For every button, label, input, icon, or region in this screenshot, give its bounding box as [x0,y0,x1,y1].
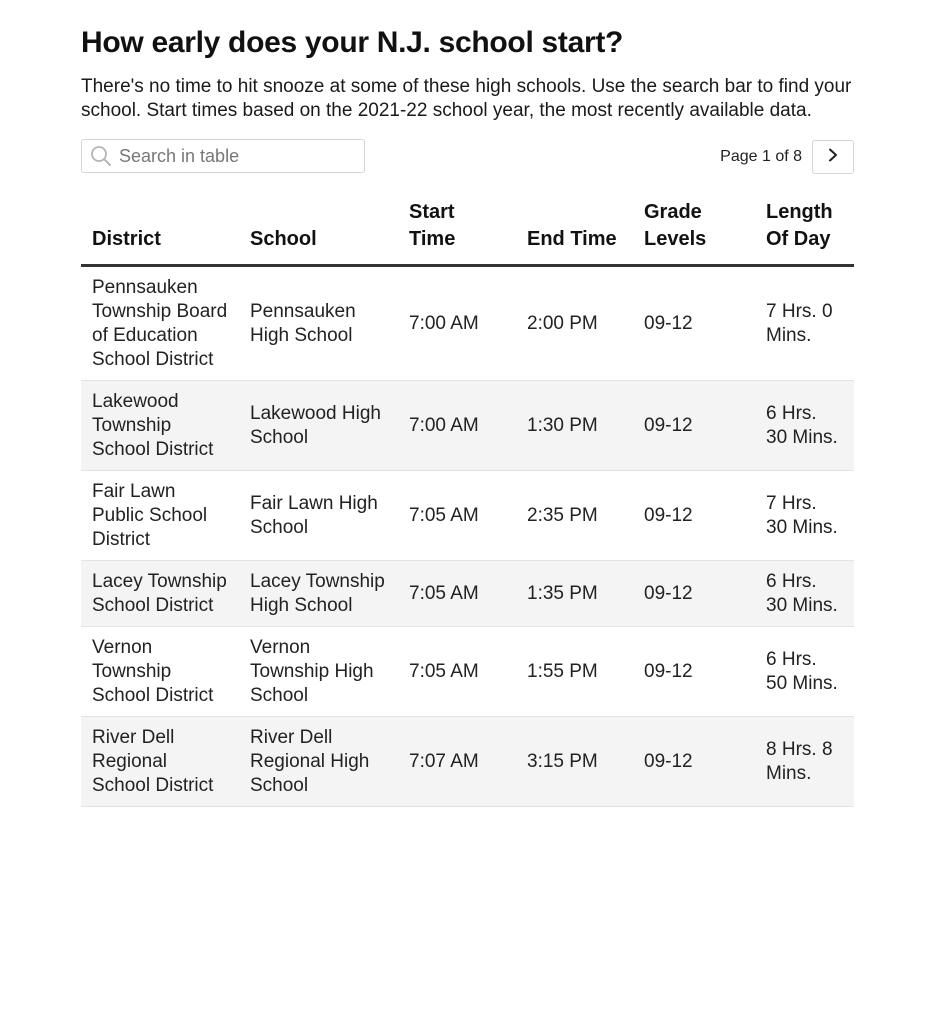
cell-start-time: 7:05 AM [398,561,516,627]
cell-length-of-day: 8 Hrs. 8 Mins. [755,717,854,807]
table-header-row [81,199,854,266]
cell-end-time: 2:35 PM [516,471,633,561]
cell-grade-levels: 09-12 [633,561,755,627]
search-input[interactable] [119,146,349,167]
column-header-grade-levels[interactable]: Grade Levels [633,199,755,266]
cell-length-of-day: 6 Hrs. 30 Mins. [755,381,854,471]
column-header-length-of-day[interactable]: Length Of Day [755,199,854,266]
chevron-right-icon [826,148,840,167]
cell-school: River Dell Regional High School [239,717,398,807]
cell-end-time: 1:55 PM [516,627,633,717]
cell-grade-levels: 09-12 [633,627,755,717]
cell-district: River Dell Regional School District [81,717,239,807]
cell-end-time: 2:00 PM [516,266,633,381]
table-row [81,381,854,471]
cell-end-time: 1:35 PM [516,561,633,627]
next-page-button[interactable] [812,140,854,174]
cell-length-of-day: 7 Hrs. 0 Mins. [755,266,854,381]
cell-grade-levels: 09-12 [633,381,755,471]
cell-school: Vernon Township High School [239,627,398,717]
cell-school: Fair Lawn High School [239,471,398,561]
cell-district: Lakewood Township School District [81,381,239,471]
table-row [81,471,854,561]
column-header-end-time[interactable]: End Time [516,199,633,266]
cell-school: Pennsauken High School [239,266,398,381]
school-start-times-table [81,199,854,807]
pagination [720,139,854,175]
cell-start-time: 7:05 AM [398,627,516,717]
cell-length-of-day: 6 Hrs. 50 Mins. [755,627,854,717]
cell-grade-levels: 09-12 [633,266,755,381]
cell-school: Lakewood High School [239,381,398,471]
cell-start-time: 7:00 AM [398,266,516,381]
table-controls [81,139,854,175]
cell-district: Fair Lawn Public School District [81,471,239,561]
column-header-start-time[interactable]: Start Time [398,199,516,266]
cell-start-time: 7:00 AM [398,381,516,471]
cell-district: Vernon Township School District [81,627,239,717]
page-indicator: Page 1 of 8 [720,148,802,165]
cell-school: Lacey Township High School [239,561,398,627]
table-row [81,561,854,627]
column-header-district[interactable]: District [81,199,239,266]
page-title: How early does your N.J. school start? [81,26,624,59]
cell-length-of-day: 7 Hrs. 30 Mins. [755,471,854,561]
column-header-school[interactable]: School [239,199,398,266]
page-description: There's no time to hit snooze at some of these high schools. Use the search bar to find your school. Start times based on the 2021-22 school year, the most recently available data. [81,76,852,121]
search-box[interactable] [81,139,365,173]
cell-end-time: 3:15 PM [516,717,633,807]
cell-start-time: 7:07 AM [398,717,516,807]
cell-end-time: 1:30 PM [516,381,633,471]
cell-grade-levels: 09-12 [633,471,755,561]
table-row [81,266,854,381]
table-row [81,717,854,807]
search-icon [89,144,113,168]
table-row [81,627,854,717]
cell-district: Lacey Township School District [81,561,239,627]
cell-district: Pennsauken Township Board of Education School District [81,266,239,381]
cell-grade-levels: 09-12 [633,717,755,807]
table-widget [81,24,854,807]
cell-start-time: 7:05 AM [398,471,516,561]
cell-length-of-day: 6 Hrs. 30 Mins. [755,561,854,627]
